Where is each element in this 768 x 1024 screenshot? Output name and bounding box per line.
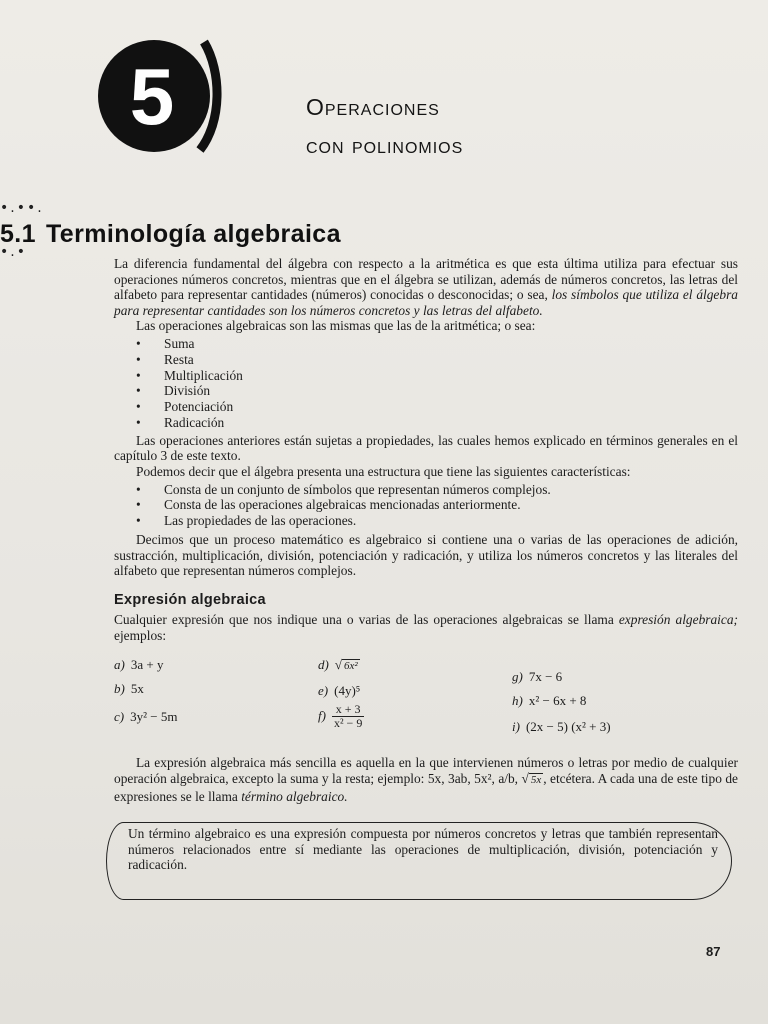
paragraph: La expresión algebraica más sencilla es aquella en la que intervienen números o letras por medio de cualquier operación algebraica, excepto la suma y la resta; ejemplo: 5x, 3ab, 5x², a/b, √ 5x , etcétera. A cada una de este tipo de expresiones se le llama término algebraico. — [114, 755, 738, 804]
chapter-title — [306, 88, 463, 164]
decorative-dots-icon: •.• — [0, 244, 27, 260]
section-heading — [0, 220, 341, 249]
example-a: a) 3a + y — [114, 657, 164, 673]
chapter-title-line1: Operaciones — [306, 94, 440, 120]
chapter-title-line2: con polinomios — [306, 132, 464, 158]
subsection-heading: Expresión algebraica — [114, 591, 266, 608]
paragraph: Decimos que un proceso matemático es algebraico si contiene una o varias de las operaciones de adición, sustracción, multiplicación, división, potenciación y radicación, y utiliza los números concretos y las literales del alfabeto que representan números complejos. — [114, 531, 738, 579]
example-b: b) 5x — [114, 681, 144, 697]
example-g: g) 7x − 6 — [512, 669, 563, 685]
decorative-dots-icon: •.••. — [0, 200, 44, 216]
body-text — [114, 256, 738, 804]
paragraph: Las operaciones anteriores están sujetas a propiedades, las cuales hemos explicado en términos generales en el capítulo 3 de este texto. — [114, 432, 738, 464]
list-item: • División — [136, 383, 738, 399]
list-item: • Potenciación — [136, 399, 738, 415]
example-i: i) (2x − 5) (x² + 3) — [512, 719, 611, 735]
section-title: Terminología algebraica — [45, 220, 341, 248]
example-e: e) (4y)⁵ — [318, 683, 361, 699]
list-item: • Suma — [136, 336, 738, 352]
paragraph: Cualquier expresión que nos indique una o varias de las operaciones algebraicas se llama expresión algebraica; ejemplos: — [114, 612, 738, 643]
definition-text: Un término algebraico es una expresión compuesta por números concretos y letras que también representan números relacionados entre sí mediante las operaciones de multiplicación, división, potenciación y radicación. — [128, 826, 718, 873]
example-h: h) x² − 6x + 8 — [512, 693, 587, 709]
example-c: c) 3y² − 5m — [114, 709, 178, 725]
list-item: • Resta — [136, 352, 738, 368]
paragraph: La diferencia fundamental del álgebra con respecto a la aritmética es que esta última utiliza para efectuar sus operaciones números concretos, mientras que en el álgebra se utilizan, además de números concretos, las letras del alfabeto para representar cantidades (números) conocidas o desconocidas; o sea, los símbolos que utiliza el álgebra para representar cantidades son los números concretos y las letras del alfabeto. — [114, 256, 738, 318]
list-item: • Consta de un conjunto de símbolos que representan números complejos. — [136, 482, 738, 498]
paragraph: Podemos decir que el álgebra presenta una estructura que tiene las siguientes características: — [136, 463, 631, 479]
examples-block — [114, 651, 738, 751]
paragraph: Las operaciones algebraicas son las mismas que las de la aritmética; o sea: — [136, 318, 536, 334]
list-item: • Las propiedades de las operaciones. — [136, 513, 738, 529]
list-item: • Radicación — [136, 415, 738, 431]
section-number: 5.1 — [0, 220, 36, 248]
example-d: d) √ 6x² — [318, 657, 358, 673]
characteristics-list — [136, 482, 738, 529]
chapter-number: 5 — [129, 52, 175, 141]
list-item: • Multiplicación — [136, 368, 738, 384]
example-f: f) $\frac{x + 3}{\text{x² − 9}}$ — [318, 702, 363, 731]
chapter-number-badge — [96, 32, 222, 158]
page-number: 87 — [706, 944, 721, 959]
list-item: • Consta de las operaciones algebraicas mencionadas anteriormente. — [136, 497, 738, 513]
operations-list — [136, 336, 738, 431]
